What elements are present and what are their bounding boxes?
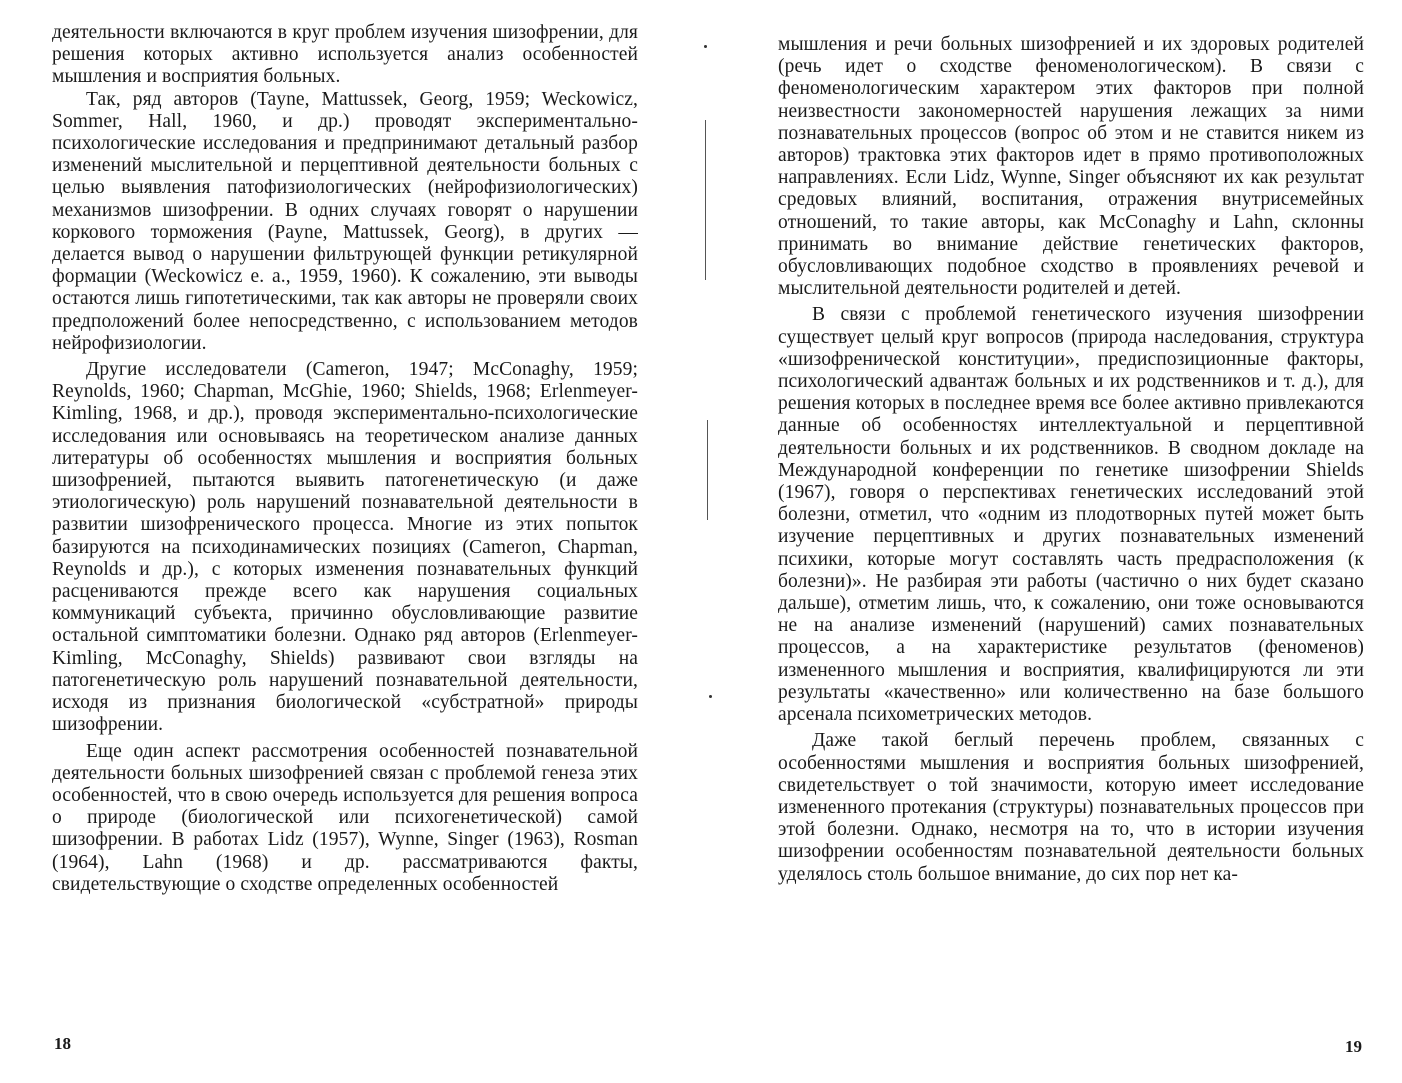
paragraph: мышления и речи больных шизофренией и их здоровых родителей (речь идет о сходстве феноменологическом). В связи с феноменологическим характером этих факторов при полной неизвестности закономерностей нарушения лежащих за ними познавательных процессов (вопрос об этом и не ставится никем из авторов) трактовка этих факторов идет в прямо противоположных направлениях. Если Lidz, Wynne, Singer объясняют их как результат средовых влияний, воспитания, отражения внутрисемейных отношений, то такие авторы, как McConaghy и Lahn, склонны принимать во внимание действие генетических факторов, обусловливающих подобное сходство в проявлениях речевой и мыслительной деятельности родителей и детей.: [778, 34, 1364, 300]
paragraph: Еще один аспект рассмотрения особенностей познавательной деятельности больных шизофренией связан с проблемой генеза этих особенностей, что в свою очередь используется для решения вопроса о природе (биологической или психогенетической) самой шизофрении. В работах Lidz (1957), Wynne, Singer (1963), Rosman (1964), Lahn (1968) и др. рассматриваются факты, свидетельствующие о сходстве определенных особенностей: [52, 740, 638, 895]
right-page: [700, 0, 1402, 1083]
paragraph: деятельности включаются в круг проблем изучения шизофрении, для решения которых активно используется анализ особенностей мышления и восприятия больных.: [52, 22, 638, 88]
paragraph: В связи с проблемой генетического изучения шизофрении существует целый круг вопросов (природа наследования, структура «шизофренической конституции», предиспозиционные факторы, психологический адвантаж больных и их родственников и т. д.), для решения которых в последнее время все более активно привлекаются данные об особенностях интеллектуальной и перцептивной деятельности больных и их родственников. В сводном докладе на Международной конференции по генетике шизофрении Shields (1967), говоря о перспективах генетических исследований этой болезни, отметил, что «одним из плодотворных путей может быть изучение перцептивных и других познавательных изменений психики, которые могут составлять часть предрасположения (к болезни)». Не разбирая эти работы (частично о них будет сказано дальше), отметим лишь, что, к сожалению, они тоже основываются не на анализе изменений (нарушений) самих познавательных процессов, а на характеристике результатов (феноменов) измененного мышления и восприятия, квалифицируются ли эти результаты «качественно» или количественно на базе большого арсенала психометрических методов.: [778, 304, 1364, 726]
paragraph: Другие исследователи (Cameron, 1947; McConaghy, 1959; Reynolds, 1960; Chapman, McGhie, 1960; Shields, 1968; Erlenmeyer-Kimling, 1968, и др.), проводя экспериментально-психологические исследования или основываясь на теоретическом анализе данных литературы об особенностях мышления и восприятия больных шизофренией, пытаются выявить патогенетическую (и даже этиологическую) роль нарушений познавательной деятельности в развитии шизофренического процесса. Многие из этих попыток базируются на психодинамических позициях (Cameron, Chapman, Reynolds и др.), с которых изменения познавательных функций расцениваются прежде всего как нарушения социальных коммуникаций субъекта, причинно обусловливающие развитие остальной симптоматики болезни. Однако ряд авторов (Erlenmeyer-Kimling, McConaghy, Shields) развивают свои взгляды на патогенетическую роль нарушений познавательной деятельности, исходя из признания биологической «субстратной» природы шизофрении.: [52, 359, 638, 736]
left-page-text: [52, 22, 638, 896]
scan-speck: [709, 695, 712, 698]
left-page: [0, 0, 700, 1083]
paragraph: Так, ряд авторов (Tayne, Mattussek, Georg, 1959; Weckowicz, Sommer, Hall, 1960, и др.) проводят экспериментально-психологические исследования и предпринимают детальный разбор изменений мыслительной и перцептивной деятельности больных с целью выявления патофизиологических (нейрофизиологических) механизмов шизофрении. В одних случаях говорят о нарушении коркового торможения (Payne, Mattussek, Georg), в других — делается вывод о нарушении фильтрующей функции ретикулярной формации (Weckowicz e. a., 1959, 1960). К сожалению, эти выводы остаются лишь гипотетическими, так как авторы не проверяли своих предположений более непосредственно, с использованием методов нейрофизиологии.: [52, 88, 638, 354]
right-page-text: [778, 34, 1364, 886]
paragraph: Даже такой беглый перечень проблем, связанных с особенностями мышления и восприятия больных шизофренией, свидетельствует о той значимости, которую имеет исследование измененного протекания (структуры) познавательных процессов при этой болезни. Однако, несмотря на то, что в истории изучения шизофрении особенностям познавательной деятельности больных уделялось столь большое внимание, до сих пор нет ка-: [778, 730, 1364, 885]
page-number: 19: [1345, 1037, 1362, 1056]
gutter-shadow-line: [707, 420, 708, 520]
page-number: 18: [54, 1034, 71, 1053]
gutter-shadow-line: [705, 120, 706, 280]
scan-speck: [704, 45, 707, 48]
